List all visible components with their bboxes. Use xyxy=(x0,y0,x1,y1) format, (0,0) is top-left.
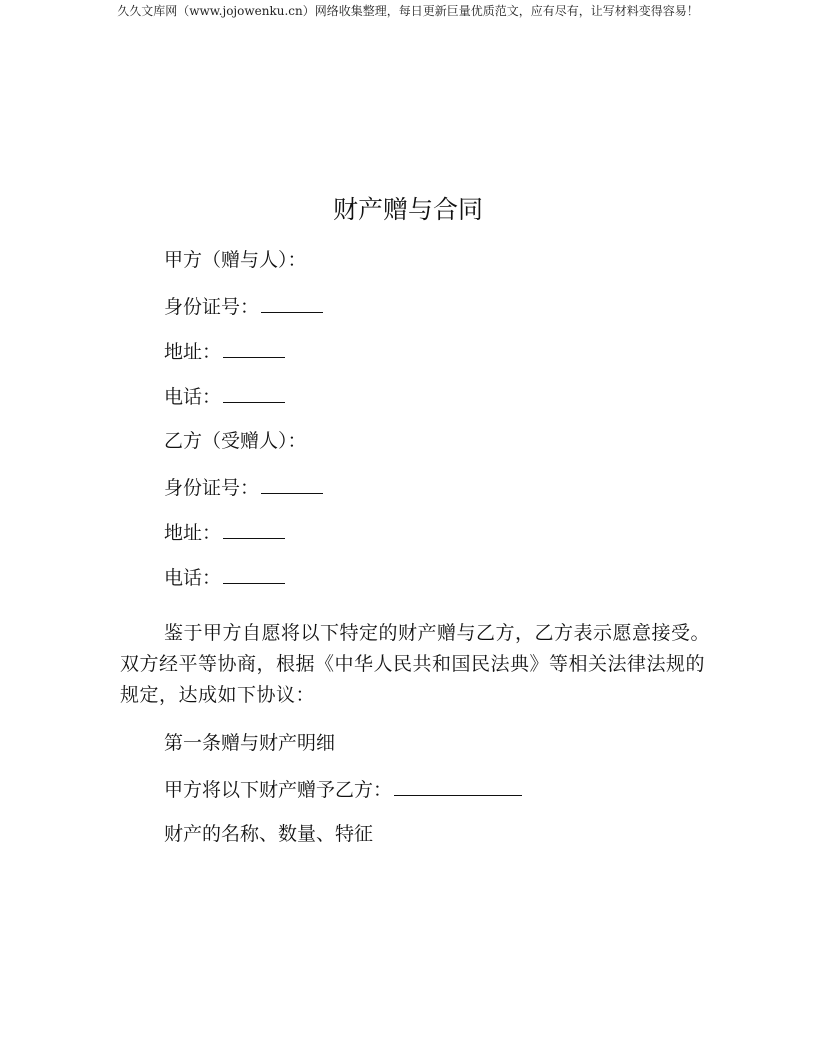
party-a-id-blank[interactable] xyxy=(261,292,323,313)
party-a-phone-label: 电话： xyxy=(164,386,222,408)
party-b-heading xyxy=(164,427,307,455)
article-1-transfer-blank[interactable] xyxy=(394,775,522,796)
party-b-phone-label: 电话： xyxy=(164,567,222,589)
party-b-address-line xyxy=(164,518,285,547)
party-a-phone-blank[interactable] xyxy=(223,382,285,403)
party-a-phone-line xyxy=(164,382,285,411)
party-a-address-line xyxy=(164,337,285,366)
document-title: 财产赠与合同 xyxy=(332,195,483,224)
party-a-heading-text: 甲方（赠与人）： xyxy=(164,249,307,271)
party-b-id-line xyxy=(164,473,323,502)
party-b-address-label: 地址： xyxy=(164,522,222,544)
article-1-transfer-line xyxy=(164,775,522,804)
header-note: 久久文库网（www.jojowenku.cn）网络收集整理，每日更新巨量优质范文，应有尽有，让写材料变得容易！ xyxy=(117,4,699,18)
article-1-transfer-label: 甲方将以下财产赠予乙方： xyxy=(164,779,393,801)
party-a-heading xyxy=(164,246,307,274)
party-a-address-blank[interactable] xyxy=(223,337,285,358)
party-b-phone-blank[interactable] xyxy=(223,563,285,584)
party-a-id-line xyxy=(164,292,323,321)
party-b-id-label: 身份证号： xyxy=(164,477,260,499)
article-1-heading: 第一条赠与财产明细 xyxy=(164,732,336,754)
party-b-id-blank[interactable] xyxy=(261,473,323,494)
article-1-property-desc: 财产的名称、数量、特征 xyxy=(164,823,374,845)
party-b-phone-line xyxy=(164,563,285,592)
party-a-address-label: 地址： xyxy=(164,341,222,363)
intro-paragraph: 鉴于甲方自愿将以下特定的财产赠与乙方，乙方表示愿意接受。双方经平等协商，根据《中华人民共和国民法典》等相关法律法规的规定，达成如下协议： xyxy=(120,622,711,706)
party-a-id-label: 身份证号： xyxy=(164,296,260,318)
party-b-address-blank[interactable] xyxy=(223,518,285,539)
party-b-heading-text: 乙方（受赠人）： xyxy=(164,430,307,452)
